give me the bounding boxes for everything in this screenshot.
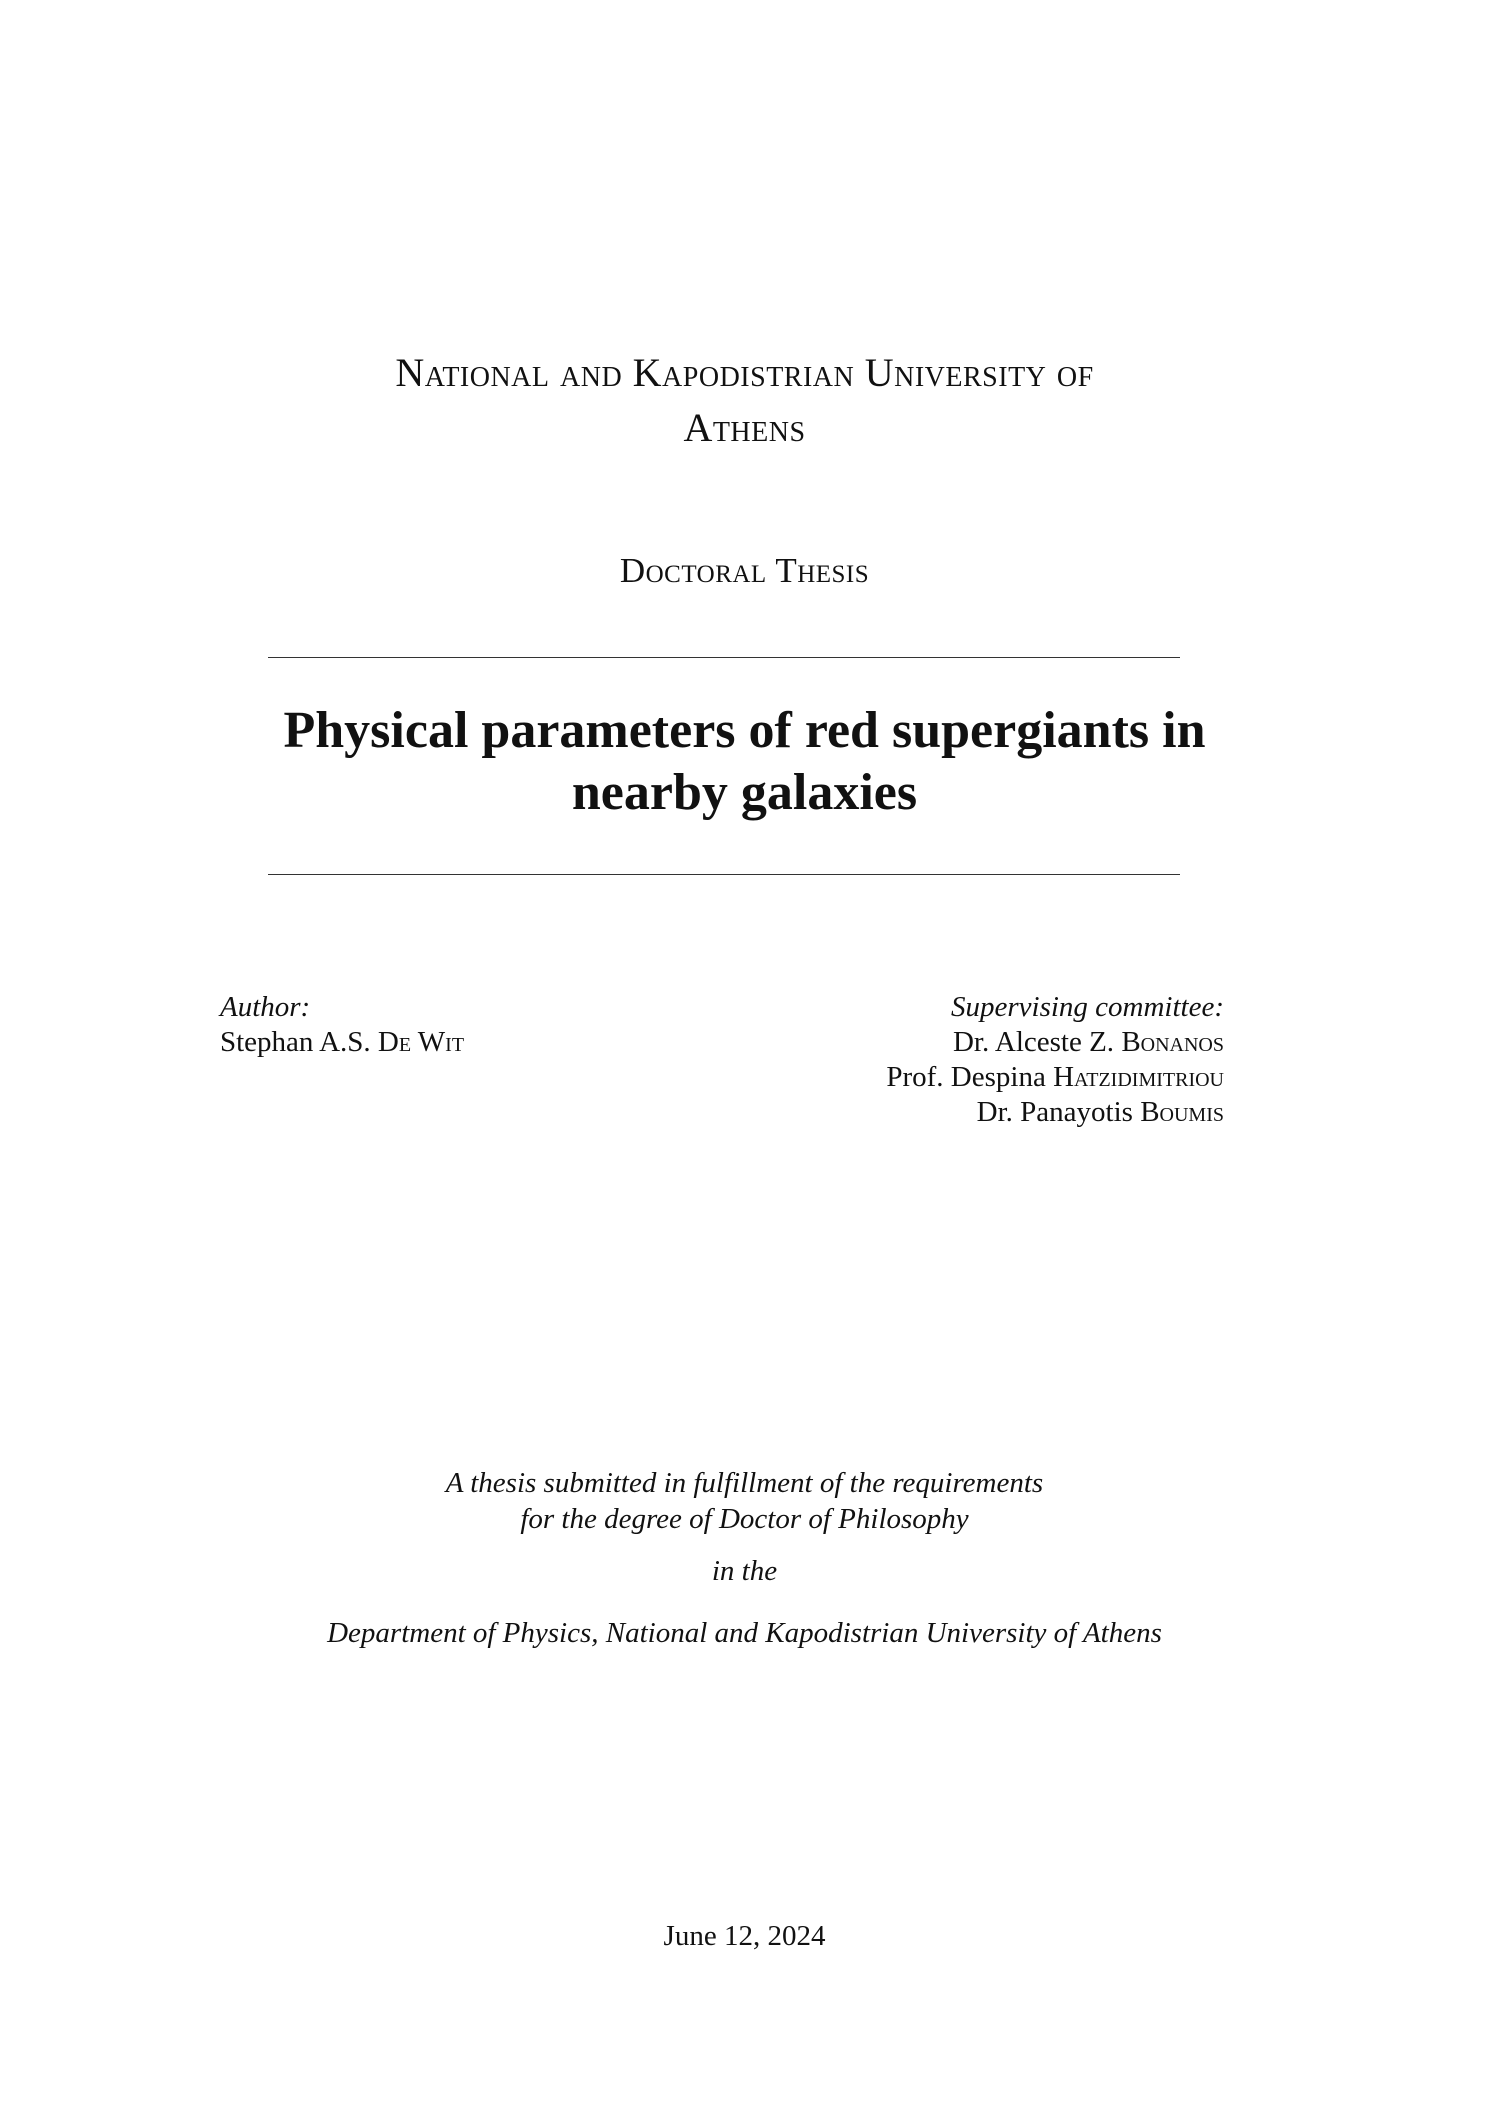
- author-given-name: Stephan A.S.: [220, 1026, 371, 1058]
- in-the-text: in the: [711, 1555, 778, 1587]
- committee-member-given: Dr. Alceste Z.: [952, 1026, 1115, 1058]
- committee-label: Supervising committee:: [950, 991, 1224, 1023]
- committee-block: [886, 990, 1224, 1130]
- committee-member-surname: Hatzidimitriou: [1053, 1061, 1224, 1093]
- committee-member: [886, 1025, 1224, 1060]
- committee-member: [886, 1060, 1224, 1095]
- committee-member-given: Prof. Despina: [886, 1061, 1046, 1093]
- submission-date: June 12, 2024: [663, 1920, 826, 1952]
- department-name: Department of Physics, National and Kapodistrian University of Athens: [327, 1617, 1162, 1649]
- thesis-title-line-1: Physical parameters of red supergiants in: [283, 702, 1206, 759]
- committee-member: [886, 1095, 1224, 1130]
- thesis-title: [0, 700, 1489, 824]
- committee-member-surname: Boumis: [1140, 1096, 1224, 1128]
- title-top-rule: [268, 657, 1180, 658]
- university-name-line-1: National and Kapodistrian University of: [395, 350, 1094, 395]
- degree-statement-line-2: for the degree of Doctor of Philosophy: [520, 1503, 969, 1535]
- university-name-line-2: Athens: [683, 405, 806, 450]
- university-name: [0, 345, 1489, 455]
- title-bottom-rule: [268, 874, 1180, 875]
- author-surname: De Wit: [377, 1026, 465, 1058]
- committee-member-surname: Bonanos: [1121, 1026, 1224, 1058]
- author-name: [220, 1025, 464, 1060]
- thesis-title-line-2: nearby galaxies: [571, 764, 918, 821]
- degree-statement-line-1: A thesis submitted in fulfillment of the requirements: [445, 1467, 1044, 1499]
- author-block: [220, 990, 464, 1060]
- author-label: Author:: [220, 991, 311, 1023]
- thesis-type: Doctoral Thesis: [619, 551, 870, 590]
- degree-statement: [0, 1465, 1489, 1537]
- committee-member-given: Dr. Panayotis: [976, 1096, 1133, 1128]
